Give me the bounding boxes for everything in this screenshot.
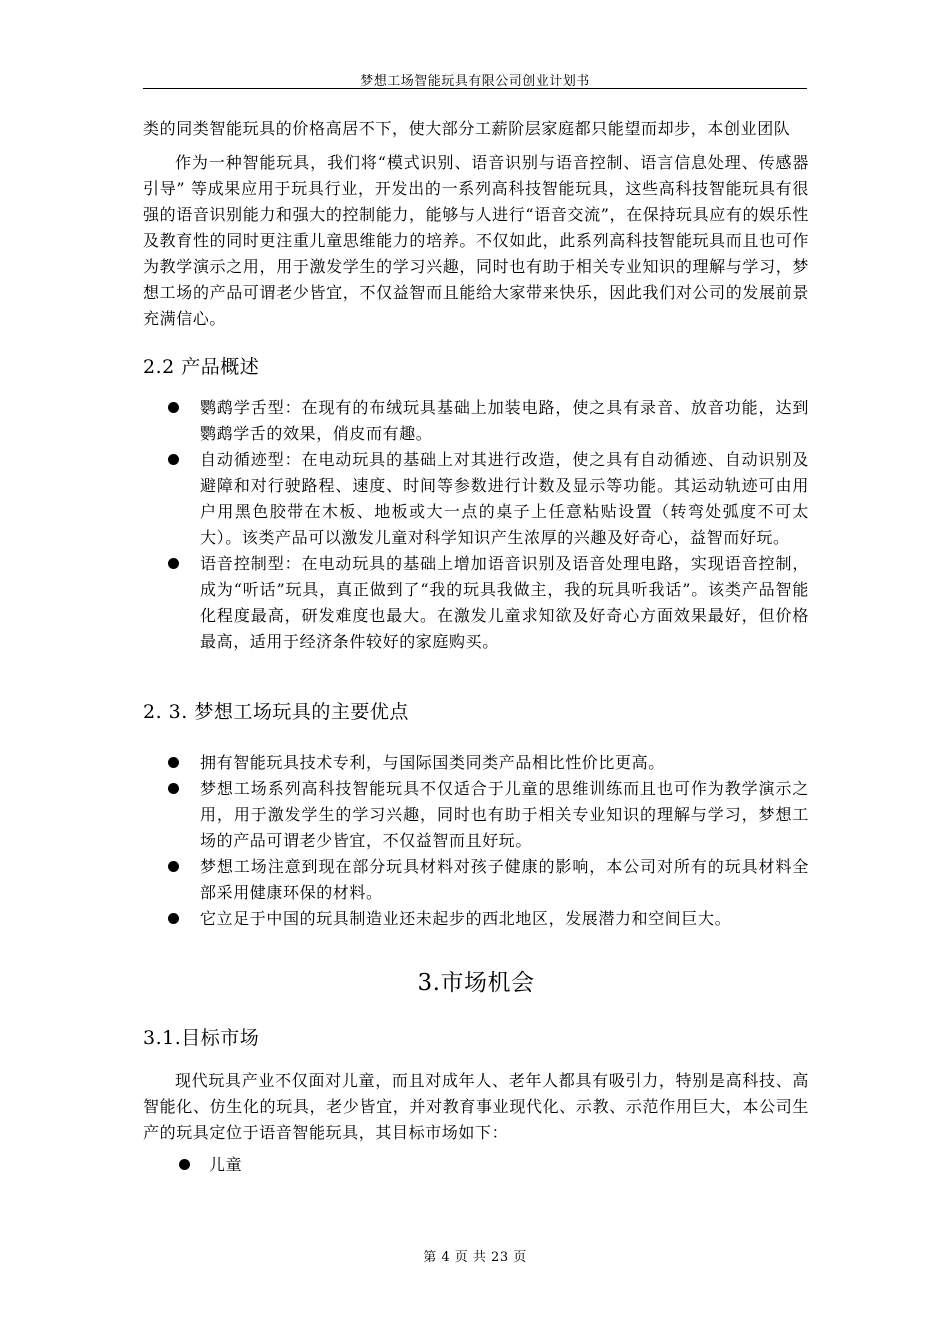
target-market-paragraph: 现代玩具产业不仅面对儿童，而且对成年人、老年人都具有吸引力，特别是高科技、高智能化、仿生化的玩具，老少皆宜，并对教育事业现代化、示教、示范作用巨大，本公司生产的玩具定位于语音智能玩具，其目标市场如下： (143, 1071, 809, 1142)
section-2-3-heading: 2. 3. 梦想工场玩具的主要优点 (143, 701, 409, 723)
list-item (143, 854, 809, 906)
advantages-list (143, 750, 809, 932)
header-divider (143, 88, 807, 89)
product-overview-list (143, 395, 809, 655)
page-number: 第 4 页 共 23 页 (423, 1250, 527, 1265)
list-item-text: 儿童 (209, 1155, 243, 1174)
list-item-text: 鹦鹉学舌型：在现有的布绒玩具基础上加装电路，使之具有录音、放音功能，达到鹦鹉学舌的效果，俏皮而有趣。 (200, 398, 809, 443)
bullet-icon (168, 783, 179, 794)
list-item (143, 1152, 809, 1178)
list-item-text: 它立足于中国的玩具制造业还未起步的西北地区，发展潜力和空间巨大。 (200, 909, 732, 928)
target-market-list (143, 1152, 809, 1178)
list-item (143, 551, 809, 655)
bullet-icon (179, 1159, 190, 1170)
list-item (143, 906, 809, 932)
bullet-icon (168, 454, 179, 465)
section-3-1-heading: 3.1.目标市场 (143, 1027, 260, 1049)
list-item (143, 395, 809, 447)
list-item-text: 梦想工场注意到现在部分玩具材料对孩子健康的影响，本公司对所有的玩具材料全部采用健康环保的材料。 (200, 857, 809, 902)
bullet-icon (168, 861, 179, 872)
section-3-heading: 3.市场机会 (417, 970, 535, 996)
document-body (143, 116, 809, 1178)
bullet-icon (168, 913, 179, 924)
bullet-icon (168, 402, 179, 413)
list-item (143, 776, 809, 854)
bullet-icon (168, 558, 179, 569)
continuation-paragraph: 类的同类智能玩具的价格高居不下，使大部分工薪阶层家庭都只能望而却步，本创业团队 (143, 119, 791, 138)
list-item-text: 自动循迹型：在电动玩具的基础上对其进行改造，使之具有自动循迹、自动识别及避障和对行驶路程、速度、时间等参数进行计数及显示等功能。其运动轨迹可由用户用黑色胶带在木板、地板或大一点的桌子上任意粘贴设置（转弯处弧度不可太大）。该类产品可以激发儿童对科学知识产生浓厚的兴趣及好奇心，益智而好玩。 (200, 450, 809, 547)
list-item-text: 语音控制型：在电动玩具的基础上增加语音识别及语音处理电路，实现语音控制，成为“听话”玩具，真正做到了“我的玩具我做主，我的玩具听我话”。该类产品智能化程度最高，研发难度也最大。在激发儿童求知欲及好奇心方面效果最好，但价格最高，适用于经济条件较好的家庭购买。 (200, 554, 809, 651)
list-item (143, 750, 809, 776)
bullet-icon (168, 757, 179, 768)
page-header: 梦想工场智能玩具有限公司创业计划书 (360, 74, 590, 89)
section-2-2-heading: 2.2 产品概述 (143, 356, 260, 378)
list-item (143, 447, 809, 551)
intro-paragraph: 作为一种智能玩具，我们将“模式识别、语音识别与语音控制、语言信息处理、传感器引导” 等成果应用于玩具行业，开发出的一系列高科技智能玩具，这些高科技智能玩具有很强的语音识别能力和强大的控制能力，能够与人进行“语音交流”，在保持玩具应有的娱乐性及教育性的同时更注重儿童思维能力的培养。不仅如此，此系列高科技智能玩具而且也可作为教学演示之用，用于激发学生的学习兴趣，同时也有助于相关专业知识的理解与学习，梦想工场的产品可谓老少皆宜，不仅益智而且能给大家带来快乐，因此我们对公司的发展前景充满信心。 (143, 153, 809, 328)
list-item-text: 梦想工场系列高科技智能玩具不仅适合于儿童的思维训练而且也可作为教学演示之用，用于激发学生的学习兴趣，同时也有助于相关专业知识的理解与学习，梦想工场的产品可谓老少皆宜，不仅益智而且好玩。 (200, 779, 809, 850)
list-item-text: 拥有智能玩具技术专利，与国际国类同类产品相比性价比更高。 (200, 753, 665, 772)
